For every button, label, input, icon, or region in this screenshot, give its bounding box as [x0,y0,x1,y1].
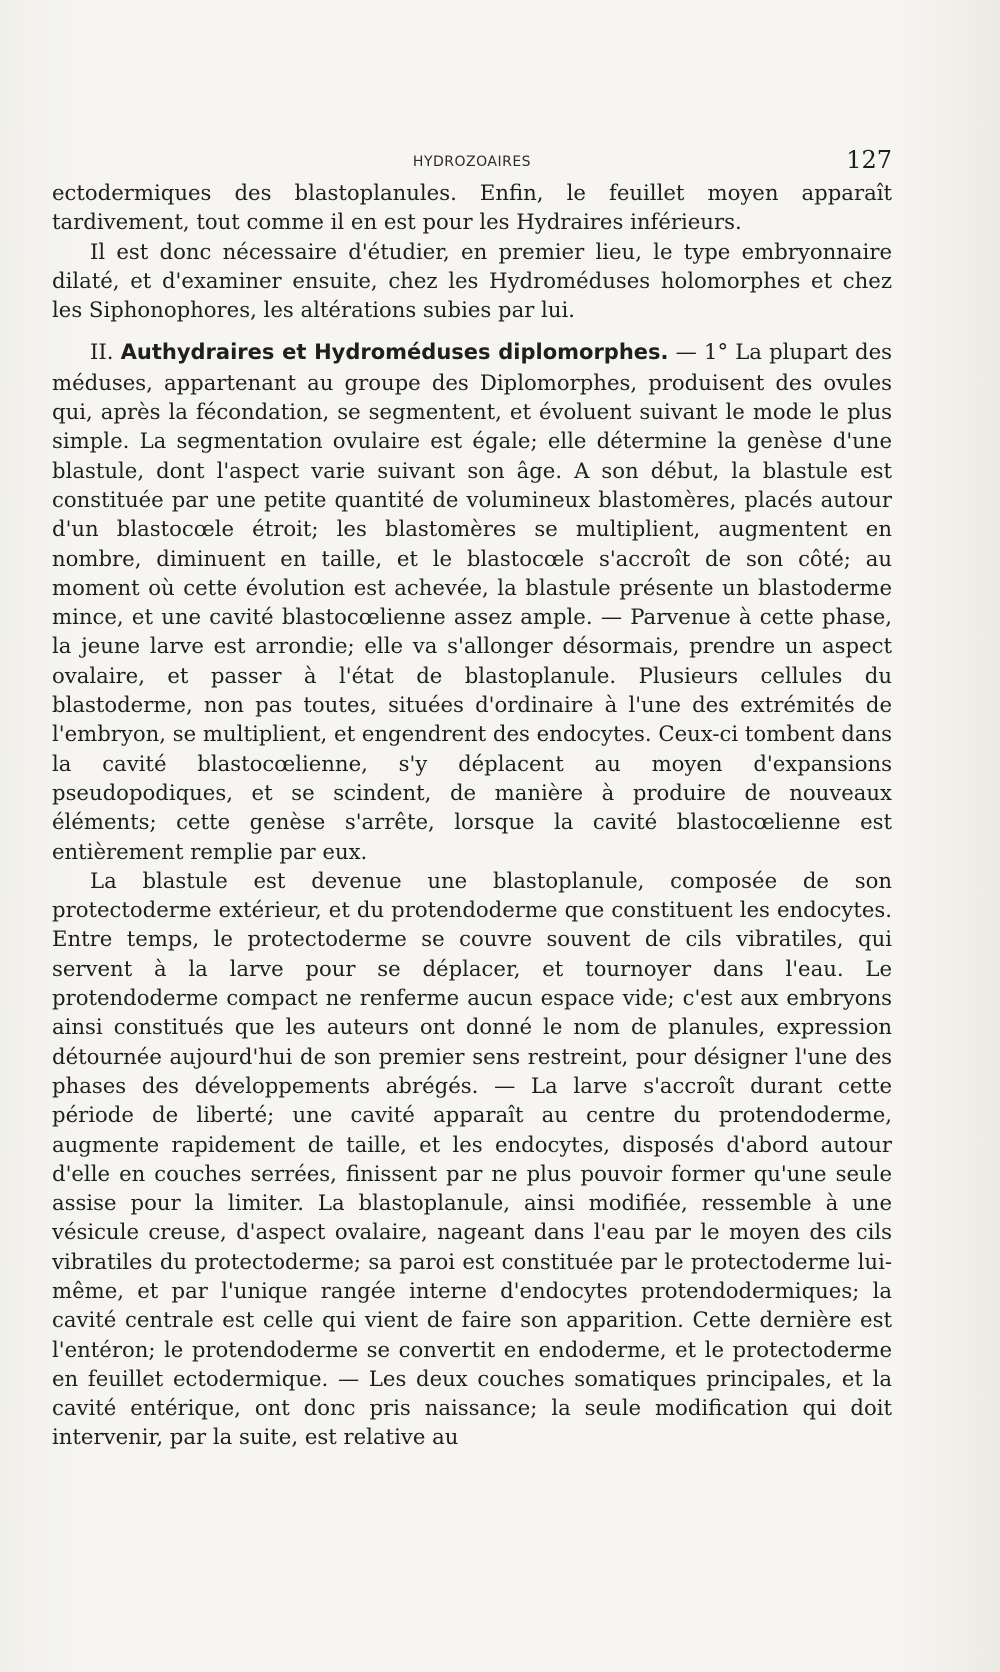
section-body: — 1° La plupart des méduses, appartenant au groupe des Diplomorphes, produisent des ovules qui, après la fécondation, se segmentent, et évoluent suivant le mode le plus simple. La segmentation ovulaire est égale; elle détermine la genèse d'une blastule, dont l'aspect varie suivant son âge. A son début, la blastule est constituée par une petite quantité de volumineux blastomères, placés autour d'un blastocœle étroit; les blastomères se multiplient, augmentent en nombre, diminuent en taille, et le blastocœle s'accroît de son côté; au moment où cette évolution est achevée, la blastule présente un blastoderme mince, et une cavité blastocœlienne assez ample. — Parvenue à cette phase, la jeune larve est arrondie; elle va s'allonger désormais, prendre un aspect ovalaire, et passer à l'état de blastoplanule. Plusieurs cellules du blastoderme, non pas toutes, situées d'ordinaire à l'une des extrémités de l'embryon, se multiplient, et engendrent des endocytes. Ceux-ci tombent dans la cavité blastocœlienne, s'y déplacent au moyen d'expansions pseudopodiques, et se scindent, de manière à produire de nouveaux éléments; cette genèse s'arrête, lorsque la cavité blastocœlienne est entièrement remplie par eux. [52,339,893,864]
body-text [52,178,892,1452]
paragraph: La blastule est devenue une blastoplanule, composée de son protectoderme extérieur, et du protendoderme que constituent les endocytes. Entre temps, le protectoderme se couvre souvent de cils vibratiles, qui servent à la larve pour se déplacer, et tournoyer dans l'eau. Le protendoderme compact ne renferme aucun espace vide; c'est aux embryons ainsi constitués que les auteurs ont donné le nom de planules, expression détournée aujourd'hui de son premier sens restreint, pour désigner l'une des phases des développements abrégés. — La larve s'accroît durant cette période de liberté; une cavité apparaît au centre du protendoderme, augmente rapidement de taille, et les endocytes, disposés d'abord autour d'elle en couches serrées, finissent par ne plus pouvoir former qu'une seule assise pour la limiter. La blastoplanule, ainsi modifiée, ressemble à une vésicule creuse, d'aspect ovalaire, nageant dans l'eau par le moyen des cils vibratiles du protectoderme; sa paroi est constituée par le protectoderme lui-même, et par l'unique rangée interne d'endocytes protendodermiques; la cavité centrale est celle qui vient de faire son apparition. Cette dernière est l'entéron; le protendoderme se convertit en endoderme, et le protectoderme en feuillet ectodermique. — Les deux couches somatiques principales, et la cavité entérique, ont donc pris naissance; la seule modification qui doit intervenir, par la suite, est relative au [52,867,892,1450]
running-title: HYDROZOAIRES [412,154,532,170]
paragraph-continuation: ectodermiques des blastoplanules. Enfin, le feuillet moyen apparaît tardivement, tout comme il en est pour les Hydraires inférieurs. [52,180,892,235]
paragraph: Il est donc nécessaire d'étudier, en premier lieu, le type embryonnaire dilaté, et d'examiner ensuite, chez les Hydroméduses holomorphes et chez les Siphonophores, les altérations subies par lui. [52,238,892,323]
section-heading: Authydraires et Hydroméduses diplomorphes. [120,340,669,365]
section-paragraph [52,337,892,865]
page-header [52,146,892,180]
section-number: II. [90,339,114,365]
page-number: 127 [846,146,892,174]
